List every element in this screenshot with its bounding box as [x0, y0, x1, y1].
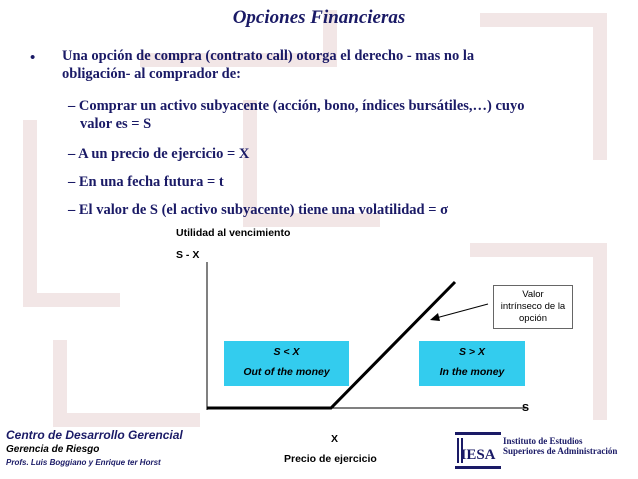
logo-text [503, 436, 617, 456]
bullet-text-line-1: Una opción de compra (contrato call) otorga el derecho - mas no la [62, 48, 475, 64]
logo-line-2: Superiores de Administración [503, 446, 618, 456]
chart-title: Utilidad al vencimiento [176, 227, 291, 239]
region-label-name: In the money [439, 366, 505, 378]
sub-bullet-1-line-1: – Comprar un activo subyacente (acción, bono, índices bursátiles,…) cuyo [68, 98, 525, 114]
footer-dept: Gerencia de Riesgo [6, 444, 100, 455]
intrinsic-value-note [493, 285, 573, 329]
region-label-condition: S > X [459, 346, 485, 358]
region-out-of-the-money [224, 341, 349, 386]
bullet-marker: • [30, 50, 36, 66]
logo-mark: IESA [460, 447, 496, 463]
logo-line-1: Instituto de Estudios [503, 436, 583, 446]
x-axis-label: S [522, 402, 530, 414]
sub-bullet-2: – A un precio de ejercicio = X [68, 146, 250, 162]
sub-bullet-3: – En una fecha futura = t [68, 174, 224, 190]
note-line-3: opción [519, 313, 547, 324]
bullet-text-line-2: obligación- al comprador de: [62, 66, 241, 82]
region-label-condition: S < X [273, 346, 300, 358]
note-line-2: intrínseco de la [500, 301, 566, 312]
annotation-arrow [436, 304, 488, 318]
footer-authors: Profs. Luis Boggiano y Enrique ter Horst [6, 458, 161, 467]
slide-title: Opciones Financieras [232, 7, 406, 28]
region-label-name: Out of the money [243, 366, 330, 378]
region-in-the-money [419, 341, 525, 386]
strike-label: X [331, 433, 339, 445]
annotation-arrowhead [430, 313, 440, 321]
footer-org: Centro de Desarrollo Gerencial [6, 428, 183, 442]
y-axis-label: S - X [176, 249, 200, 261]
note-line-1: Valor [522, 289, 544, 300]
strike-caption: Precio de ejercicio [284, 453, 377, 465]
sub-bullet-4: – El valor de S (el activo subyacente) tiene una volatilidad = σ [68, 202, 448, 218]
iesa-logo-icon [455, 430, 501, 470]
sub-bullet-1-line-2: valor es = S [80, 116, 152, 132]
